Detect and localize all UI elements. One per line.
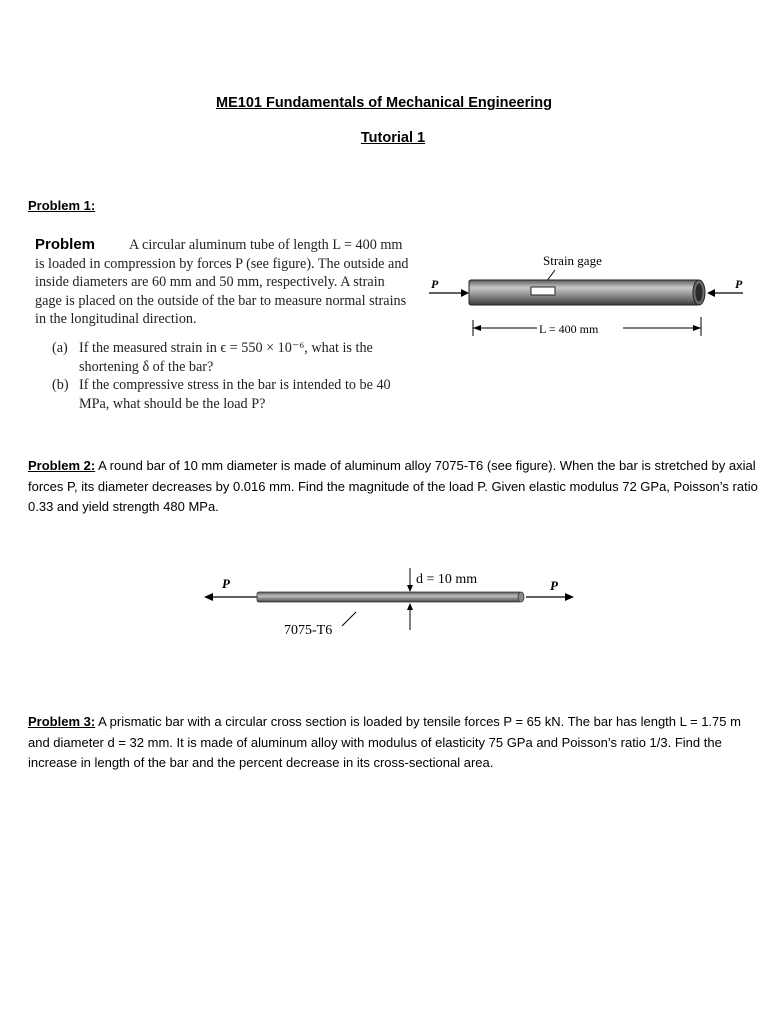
material-leader — [342, 612, 356, 626]
problem1-intro — [35, 236, 415, 329]
problem1-parts — [52, 339, 415, 413]
problem2-block — [28, 456, 758, 518]
problem3-text: A prismatic bar with a circular cross section is loaded by tensile forces P = 65 kN. The bar has length L = 1.75 m and diameter d = 32 mm. It is made of aluminum alloy with modulus of elasticity 75 GPa and Poisson’s ratio 1/3. Find the increase in length of the bar and the percent decrease in its cross-sectional area. — [28, 714, 741, 770]
round-bar — [257, 592, 521, 602]
problem2-heading: Problem 2: — [28, 458, 96, 473]
problem3-block — [28, 712, 758, 774]
tutorial-title: Tutorial 1 — [360, 130, 426, 146]
material-label: 7075-T6 — [284, 623, 333, 638]
problem2-text: A round bar of 10 mm diameter is made of aluminum alloy 7075-T6 (see figure). When the bar is stretched by axial forces P, its diameter decreases by 0.016 mm. Find the magnitude of the load P. Given elastic modulus 72 GPa, Poisson’s ratio 0.33 and yield strength 480 MPa. — [28, 458, 758, 514]
problem2-figure — [200, 562, 585, 647]
problem1-textbook-excerpt — [35, 236, 415, 413]
tube-body — [469, 280, 699, 305]
problem1-part-a — [52, 339, 415, 376]
problem1-figure — [425, 245, 755, 345]
part-a-tag: (a) — [52, 339, 68, 356]
part-b-tag: (b) — [52, 377, 69, 394]
load-right-arrow-head — [707, 289, 715, 297]
document-title: ME101 Fundamentals of Mechanical Engineering — [216, 95, 552, 111]
part-a-text: If the measured strain in ϵ = 550 × 10⁻⁶, what is the shortening δ of the bar? — [79, 339, 373, 375]
problem1-part-b — [52, 376, 415, 413]
round-bar-end — [518, 592, 524, 602]
problem3-heading: Problem 3: — [28, 714, 96, 729]
load-left-label: P — [431, 277, 439, 291]
problem1-heading: Problem 1: — [28, 198, 96, 213]
part-b-text: If the compressive stress in the bar is intended to be 40 MPa, what should be the load P? — [79, 377, 391, 412]
load-right-label: P — [735, 277, 743, 291]
p2-load-left-label: P — [222, 576, 230, 591]
p2-load-left-arrow-head — [204, 593, 213, 601]
strain-gage — [531, 287, 555, 295]
problem-label: Problem — [35, 236, 96, 253]
p2-load-right-arrow-head — [565, 593, 574, 601]
problem1-intro-text: A circular aluminum tube of length L = 400 mm is loaded in compression by forces P (see figure). The outside and inside diameters are 60 mm and 50 mm, respectively. A strain gage is placed on the outside of the bar to measure normal strains in the longitudinal direction. — [35, 237, 409, 328]
load-left-arrow-head — [461, 289, 469, 297]
strain-gage-label: Strain gage — [543, 253, 602, 268]
diameter-label: d = 10 mm — [416, 572, 478, 587]
tube-bore — [696, 284, 703, 302]
diameter-arrow-top — [407, 585, 413, 592]
diameter-arrow-bottom — [407, 603, 413, 610]
dim-arrow-right — [693, 325, 701, 331]
p2-load-right-label: P — [550, 578, 558, 593]
dim-arrow-left — [473, 325, 481, 331]
length-label: L = 400 mm — [539, 322, 599, 336]
